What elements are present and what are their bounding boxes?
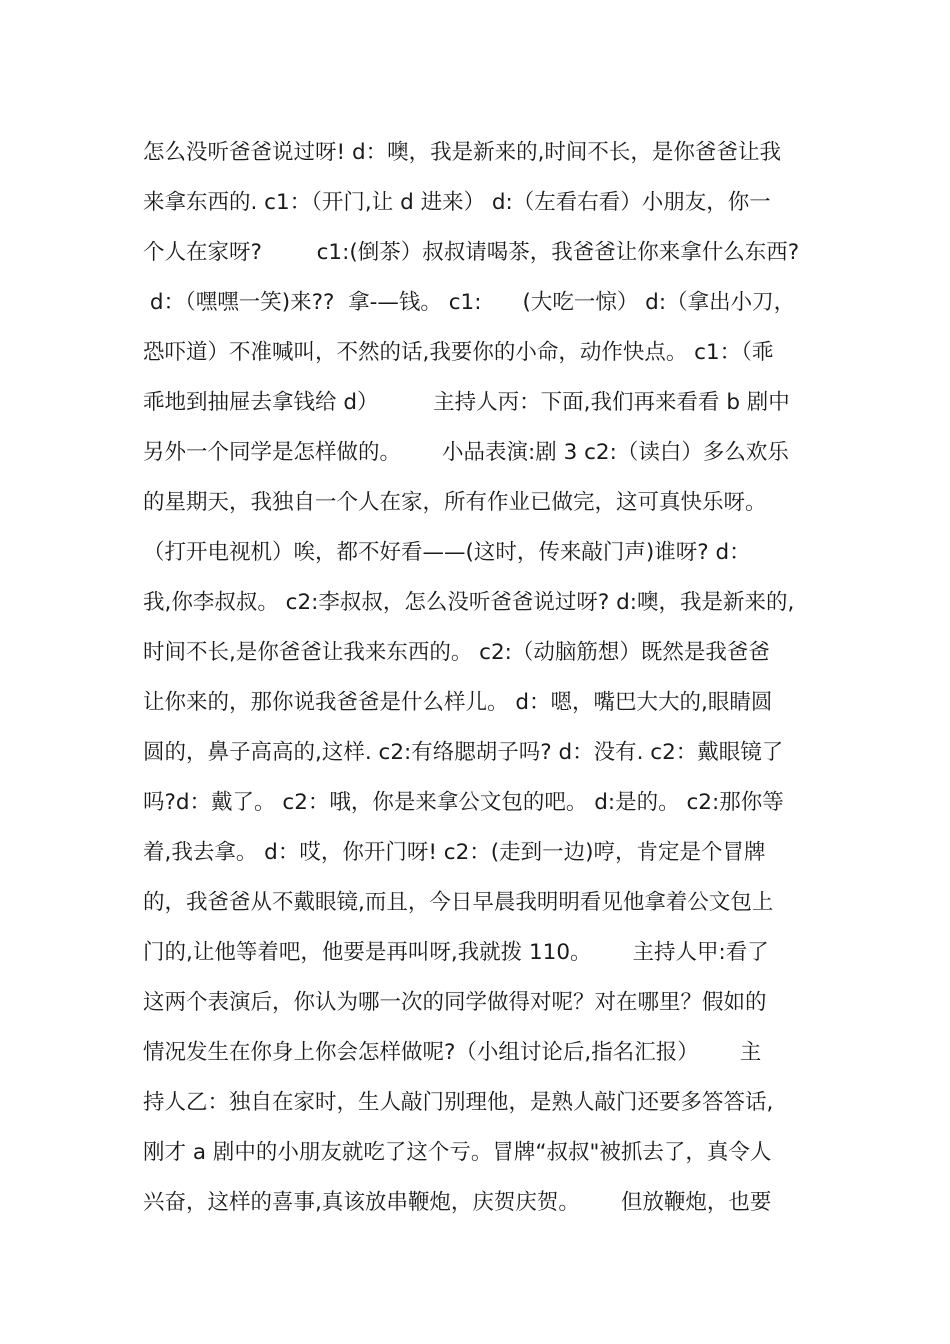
text-line: 刚才 a 剧中的小朋友就吃了这个亏。冒牌“叔叔"被抓去了，真令人 bbox=[143, 1140, 772, 1165]
text-line: 时间不长,是你爸爸让我来东西的。 c2:（动脑筋想）既然是我爸爸 bbox=[143, 640, 770, 665]
text-line: 另外一个同学是怎样做的。 小品表演:剧 3 c2:（读白）多么欢乐 bbox=[143, 440, 789, 465]
text-line: 个人在家呀? c1:(倒茶）叔叔请喝茶，我爸爸让你来拿什么东西? bbox=[143, 240, 800, 265]
text-line: 的，我爸爸从不戴眼镜,而且，今日早晨我明明看见他拿着公文包上 bbox=[143, 890, 774, 915]
text-line: 兴奋，这样的喜事,真该放串鞭炮，庆贺庆贺。 但放鞭炮，也要 bbox=[143, 1190, 772, 1215]
text-line: 门的,让他等着吧，他要是再叫呀,我就拨 110。 主持人甲:看了 bbox=[143, 940, 769, 965]
text-line: 的星期天，我独自一个人在家，所有作业已做完，这可真快乐呀。 bbox=[143, 490, 767, 515]
text-line: （打开电视机）唉，都不好看——(这时，传来敲门声)谁呀? d： bbox=[143, 540, 751, 565]
body-text bbox=[143, 128, 823, 1228]
text-line: 恐吓道）不准喊叫，不然的话,我要你的小命，动作快点。 c1：（乖 bbox=[143, 340, 774, 365]
text-line: 情况发生在你身上你会怎样做呢?（小组讨论后,指名汇报） 主 bbox=[143, 1040, 762, 1065]
text-line: 持人乙：独自在家时，生人敲门别理他，是熟人敲门还要多答答话, bbox=[143, 1090, 774, 1115]
text-line: d：（嘿嘿一笑)来?? 拿-—钱。 c1: (大吃一惊） d:（拿出小刀， bbox=[143, 290, 796, 315]
text-line: 怎么没听爸爸说过呀! d：噢，我是新来的,时间不长，是你爸爸让我 bbox=[143, 140, 781, 165]
text-line: 吗?d：戴了。 c2：哦，你是来拿公文包的吧。 d:是的。 c2:那你等 bbox=[143, 790, 784, 815]
text-line: 这两个表演后，你认为哪一次的同学做得对呢？对在哪里？假如的 bbox=[143, 990, 767, 1015]
text-line: 乖地到抽屉去拿钱给 d） 主持人丙：下面,我们再来看看 b 剧中 bbox=[143, 390, 790, 415]
text-line: 圆的，鼻子高高的,这样. c2:有络腮胡子吗? d：没有. c2：戴眼镜了 bbox=[143, 740, 784, 765]
text-line: 着,我去拿。 d：哎，你开门呀! c2：(走到一边)哼，肯定是个冒牌 bbox=[143, 840, 766, 865]
text-line: 让你来的，那你说我爸爸是什么样儿。 d：嗯，嘴巴大大的,眼睛圆 bbox=[143, 690, 773, 715]
text-line: 来拿东西的. c1：（开门,让 d 进来） d:（左看右看）小朋友，你一 bbox=[143, 190, 771, 215]
text-line: 我,你李叔叔。 c2:李叔叔，怎么没听爸爸说过呀? d:噢，我是新来的, bbox=[143, 590, 795, 615]
